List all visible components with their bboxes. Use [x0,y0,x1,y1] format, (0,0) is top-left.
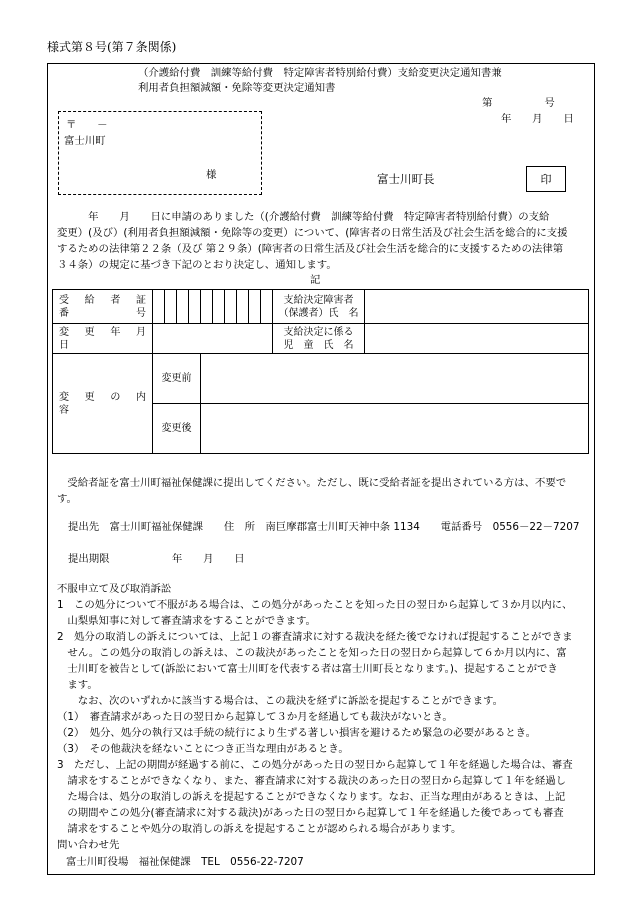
cert-digit-cell [261,290,273,324]
appeal-line: 請求をすることや処分の取消しの訴えを提起することが認められる場合があります。 [57,823,462,835]
change-content-label: 変 更 の 内 容 [53,354,153,454]
appeal-line: 請求をすることができなくなり、また、審査請求に対する裁決のあった日の翌日から起算して１年を経過し [57,775,567,787]
decided-person-name-value [365,290,589,324]
appeal-line: た場合は、処分の取消しの訴えを提起することができなくなります。なお、正当な理由があるときは、上記 [57,791,566,803]
appeal-line: 士川町を被告として(訴訟において富士川町を代表する者は富士川町長となります。)、提起することができ [57,663,558,675]
appeal-line: なお、次のいずれかに該当する場合は、この裁決を経ずに訴訟を提起することができます。 [57,695,503,707]
submit-deadline: 提出期限 年 月 日 [68,553,245,565]
form-number-label: 様式第８号(第７条関係) [47,40,177,54]
change-date-value [153,324,273,354]
child-name-label [273,324,365,354]
child-name-label-line-1: 支給決定に係る [283,326,354,338]
document-number: 第 号 [482,97,555,109]
contact-info: 富士川町役場 福祉保健課 TEL 0556-22-7207 [66,856,304,868]
appeal-heading: 不服申立て及び取消訴訟 [57,583,172,595]
submit-notice-line-1: 受給者証を富士川町福祉保健課に提出してください。ただし、既に受給者証を提出されている方は、不要で [57,477,567,489]
submit-notice-line-2: す。 [57,493,77,505]
decided-person-label [273,290,365,324]
cert-digit-cell [225,290,237,324]
decided-person-label-line-2: （保護者）氏 名 [278,307,359,319]
body-line-2: 変更）(及び）(利用者負担額減額・免除等の変更）について、(障害者の日常生活及び社会生活を総合的に支援 [57,227,568,239]
submit-to-info: 提出先 富士川町福祉保健課 住 所 南巨摩郡富士川町天神中条 1134 電話番号 0556－22－7207 [68,521,580,533]
cert-digit-cell [213,290,225,324]
appeal-line: （1） 審査請求があった日の翌日から起算して３か月を経過しても裁決がないとき。 [57,711,453,723]
postal-code: 〒 － [66,119,108,131]
cert-digit-cell [237,290,249,324]
decided-person-label-line-1: 支給決定障害者 [283,294,354,306]
recipient-town: 富士川町 [64,135,106,147]
cert-digit-cell [201,290,213,324]
body-line-4: ３４条）の規定に基づき下記のとおり決定し、通知します。 [57,259,337,271]
recipient-honorific: 様 [206,169,217,181]
body-line-3: するための法律第２２条（及び 第２９条）(障害者の日常生活及び社会生活を総合的に支援するための法律第 [57,243,564,255]
appeal-line: 1 この処分について不服がある場合は、この処分があったことを知った日の翌日から起算して３か月以内に、 [57,599,573,611]
appeal-line: （3） その他裁決を経ないことにつき正当な理由があるとき。 [57,743,349,755]
appeal-line: せん。この処分の取消しの訴えは、この裁決があったことを知った日の翌日から起算して６か月以内に、富 [57,647,567,659]
after-value [201,404,589,454]
appeal-line: ます。 [57,679,98,691]
appeal-line: 2 処分の取消しの訴えについては、上記１の審査請求に対する裁決を経た後でなければ提起することができま [57,631,573,643]
cert-digit-cell [165,290,177,324]
child-name-value [365,324,589,354]
recipient-cert-number-label: 受 給 者 証 番 号 [53,290,153,324]
decision-table [52,289,589,454]
child-name-label-line-2: 児 童 氏 名 [283,339,354,351]
appeal-line: 山梨県知事に対して審査請求をすることができます。 [57,615,316,627]
before-value [201,354,589,404]
seal-box: 印 [526,166,566,192]
document-title-line-1: （介護給付費 訓練等給付費 特定障害者特別給付費）支給変更決定通知書兼 [138,67,502,79]
cert-digit-cell [189,290,201,324]
contact-heading: 問い合わせ先 [57,839,120,851]
ki-marker: 記 [310,274,321,286]
before-label: 変更前 [153,354,201,404]
change-date-label: 変 更 年 月 日 [53,324,153,354]
issuer-name: 富士川町長 [377,172,435,186]
after-label: 変更後 [153,404,201,454]
cert-digit-cell [177,290,189,324]
appeal-line: 3 ただし、上記の期間が経過する前に、この処分があった日の翌日から起算して１年を経過した場合は、審査 [57,759,573,771]
issue-date: 年 月 日 [501,113,574,125]
body-line-1: 年 月 日に申請のありました（(介護給付費 訓練等給付費 特定障害者特別給付費）の支給 [57,211,550,223]
appeal-line: の期間やこの処分(審査請求に対する裁決)があった日の翌日から起算して１年を経過した後であっても審査 [57,807,564,819]
document-title-line-2: 利用者負担額減額・免除等変更決定通知書 [138,82,336,94]
cert-digit-cell [249,290,261,324]
appeal-line: （2） 処分、処分の執行又は手続の続行により生ずる著しい損害を避けるため緊急の必要があるとき。 [57,727,536,739]
